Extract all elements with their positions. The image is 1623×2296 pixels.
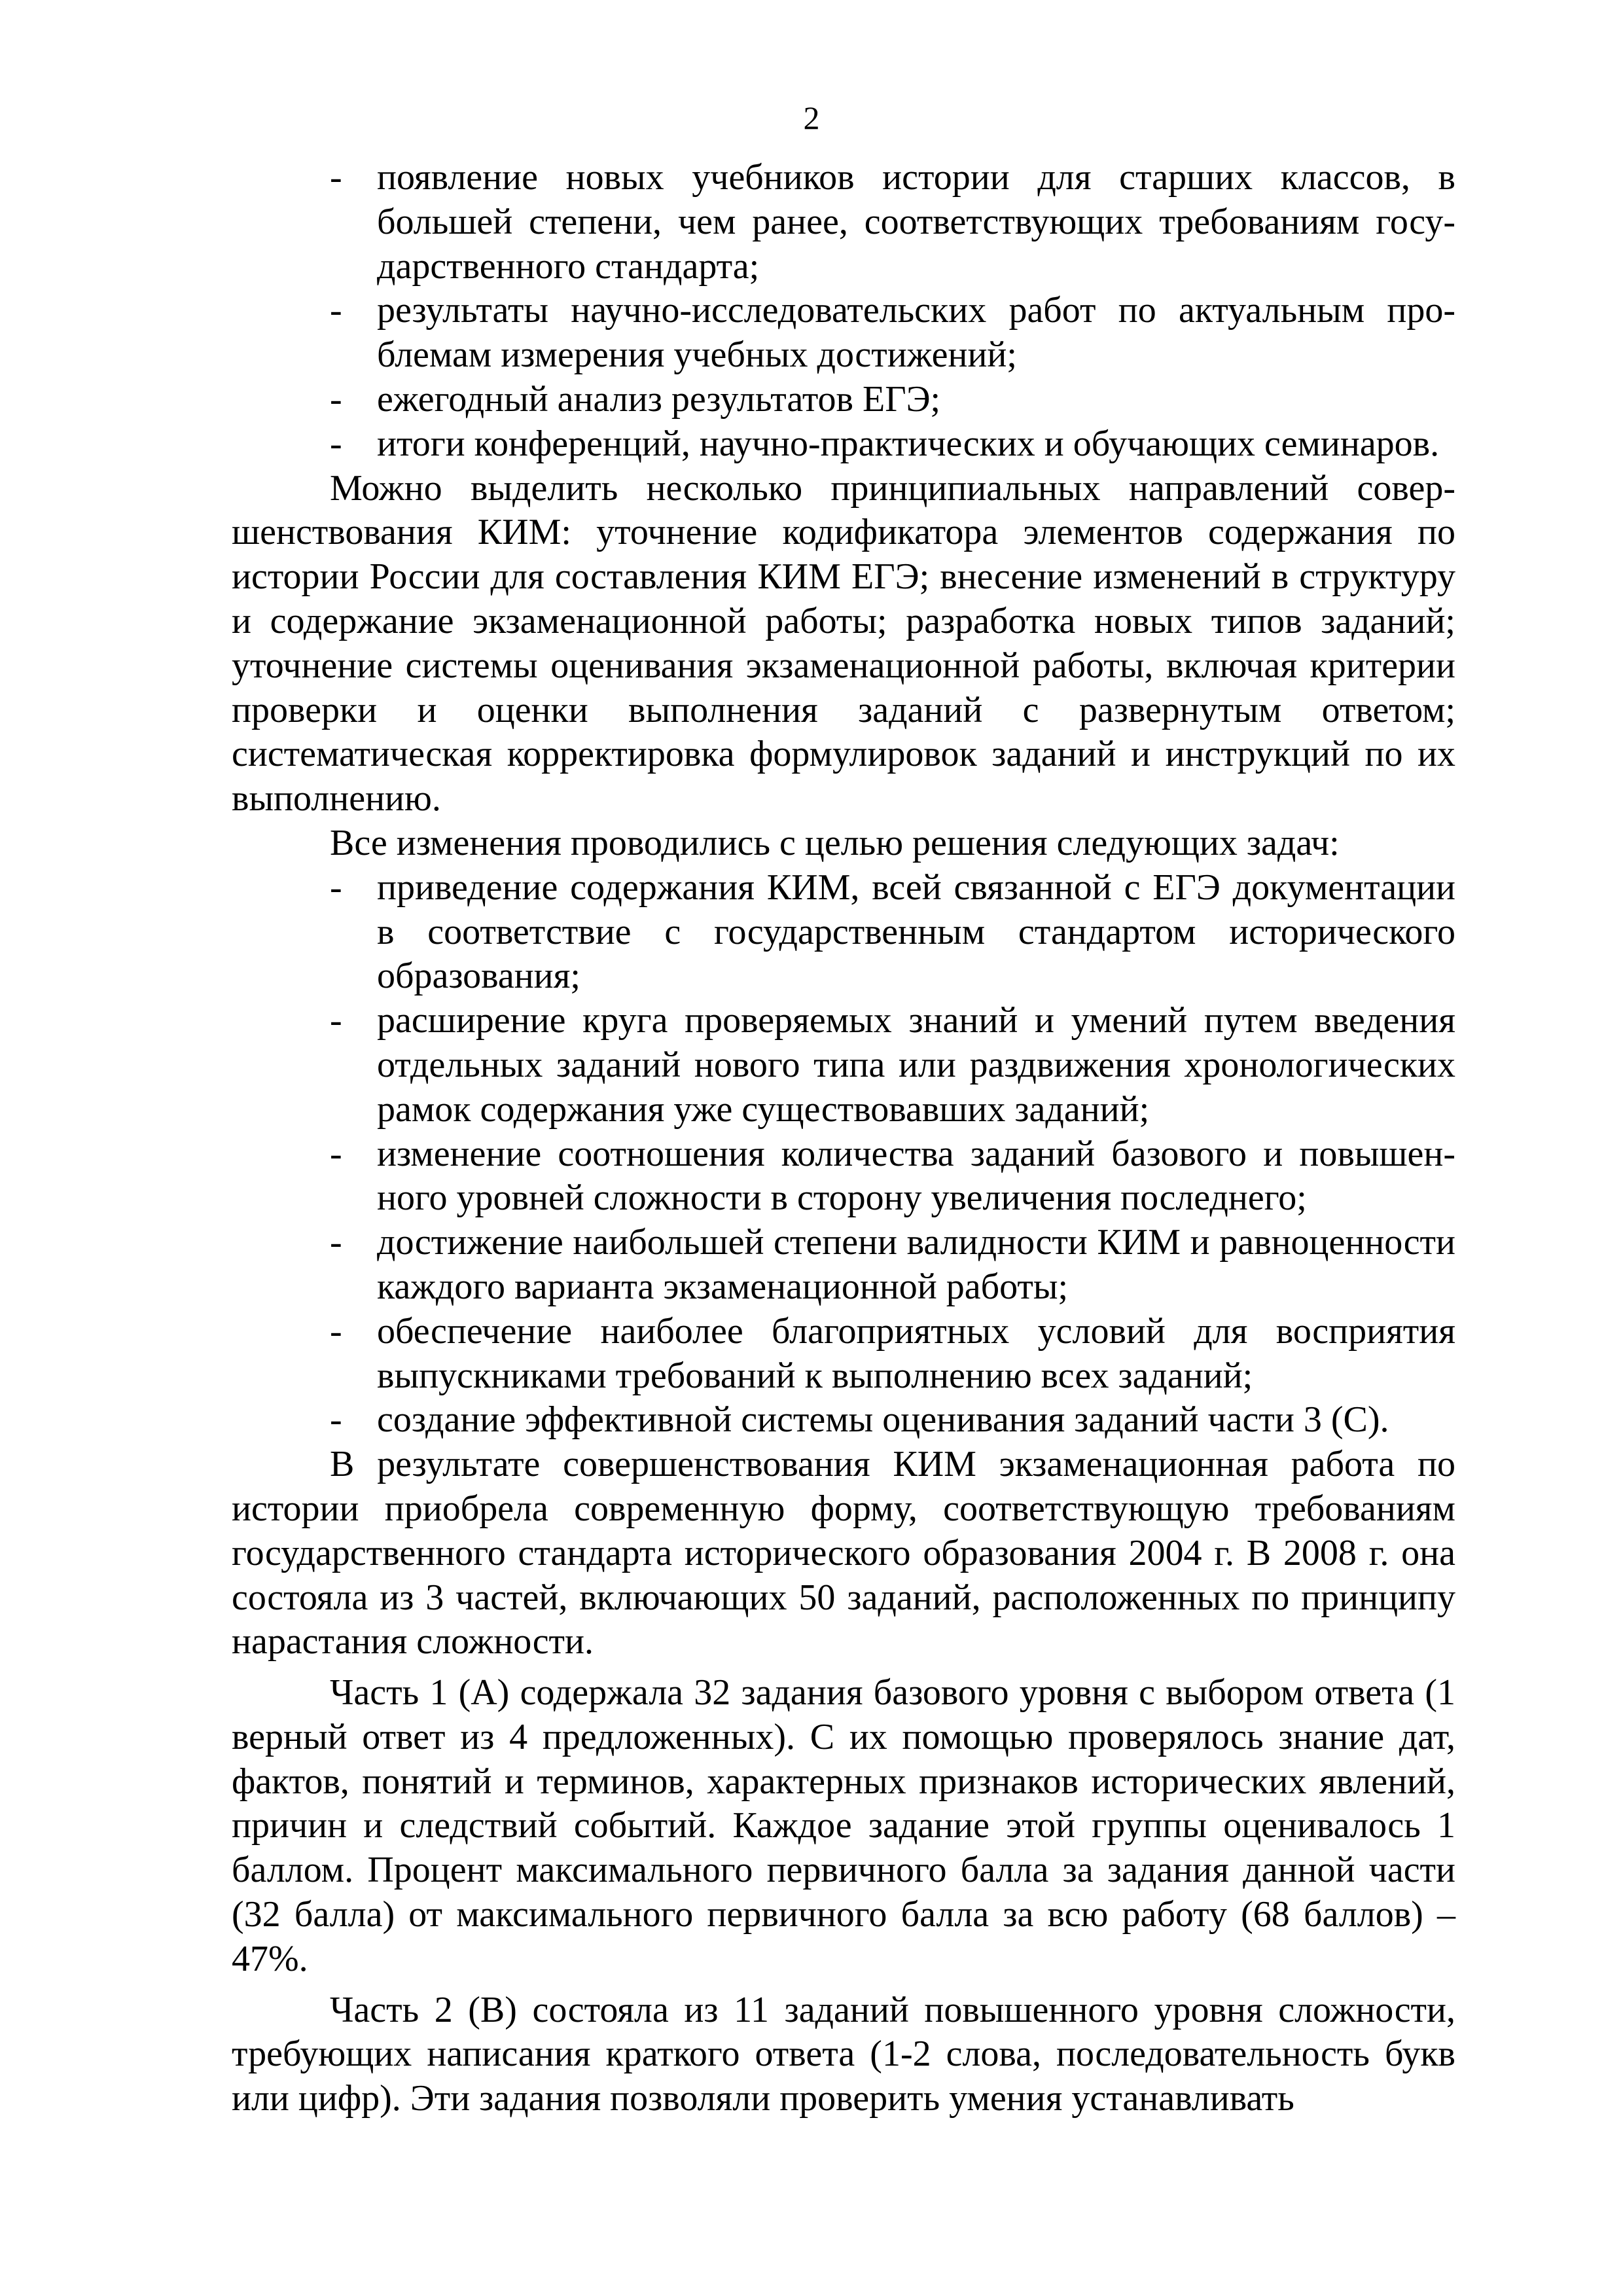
dash-bullet: - bbox=[330, 1222, 342, 1263]
tasks-intro: Все изменения проводились с целью решения следующих задач: bbox=[330, 822, 1340, 863]
dash-bullet: - bbox=[330, 290, 342, 331]
list-item: - создание эффективной системы оценивания заданий части 3 (С). bbox=[232, 1398, 1455, 1443]
paragraph-part2: Часть 2 (В) состояла из 11 заданий повышенного уровня сложности, требующих написания краткого ответа (1-2 слова, последовательность букв или цифр). Эти задания позволяли проверить умения устанавливать bbox=[232, 1989, 1455, 2119]
list-item: - итоги конференций, научно-практических и обучающих семинаров. bbox=[232, 422, 1455, 467]
list-item: - ежегодный анализ результатов ЕГЭ; bbox=[232, 378, 1455, 422]
dash-bullet: - bbox=[330, 378, 342, 420]
paragraph-directions: Можно выделить несколько принципиальных направлений совершенствования КИМ: уточнение кодификатора элементов содержания по истории России для составления КИМ ЕГЭ; внесение изменений в структуру и содержание экзаменационной работы; разработка новых типов заданий; уточнение системы оценивания экзаменационной работы, включая критерии проверки и оценки выполнения заданий с развернутым ответом; систематическая корректировка формулировок заданий и инструкций по их выполнению. bbox=[232, 467, 1455, 819]
page-content bbox=[232, 156, 1455, 2121]
list-item: - результаты научно-исследовательских работ по актуальным проблемам измерения учебных достижений; bbox=[330, 290, 1455, 376]
sources-list bbox=[232, 156, 1455, 467]
dash-bullet: - bbox=[330, 1133, 342, 1174]
dash-bullet: - bbox=[330, 423, 342, 464]
list-item: - достижение наибольшей степени валидности КИМ и равноценности каждого варианта экзаменационной работы; bbox=[330, 1222, 1455, 1307]
dash-bullet: - bbox=[330, 1399, 342, 1441]
dash-bullet: - bbox=[330, 157, 342, 198]
list-item: - приведение содержания КИМ, всей связанной с ЕГЭ документации в соответствие с государственным стандартом исторического образования; bbox=[330, 867, 1455, 997]
list-item: - расширение круга проверяемых знаний и умений путем введения отдельных заданий нового типа или раздвижения хронологических рамок содержания уже существовавших заданий; bbox=[330, 1000, 1455, 1130]
page-number: 2 bbox=[803, 99, 820, 136]
list-item: - обеспечение наиболее благоприятных условий для восприятия выпускниками требований к выполнению всех заданий; bbox=[330, 1310, 1455, 1396]
dash-bullet: - bbox=[330, 867, 342, 908]
list-item: - появление новых учебников истории для старших классов, в большей степени, чем ранее, соответствующих требованиям государственного стандарта; bbox=[330, 157, 1455, 287]
paragraph-part1: Часть 1 (А) содержала 32 задания базового уровня с выбором ответа (1 верный ответ из 4 предложенных). С их помощью проверялось знание дат, фактов, понятий и терминов, характерных признаков исторических явлений, причин и следствий событий. Каждое задание этой группы оценивалось 1 баллом. Процент максимального первичного балла за задания данной части (32 балла) от максимального первичного балла за всю работу (68 баллов) – 47%. bbox=[232, 1672, 1455, 1979]
dash-bullet: - bbox=[330, 1310, 342, 1352]
tasks-list bbox=[232, 866, 1455, 1443]
paragraph-result: В результате совершенствования КИМ экзаменационная работа по истории приобрела современную форму, соответствующую требованиям государственного стандарта исторического образования 2004 г. В 2008 г. она состояла из 3 частей, включающих 50 заданий, расположенных по принципу нарастания сложности. bbox=[232, 1444, 1455, 1662]
dash-bullet: - bbox=[330, 1000, 342, 1041]
list-item: - изменение соотношения количества заданий базового и повышенного уровней сложности в сторону увеличения последнего; bbox=[330, 1133, 1455, 1219]
